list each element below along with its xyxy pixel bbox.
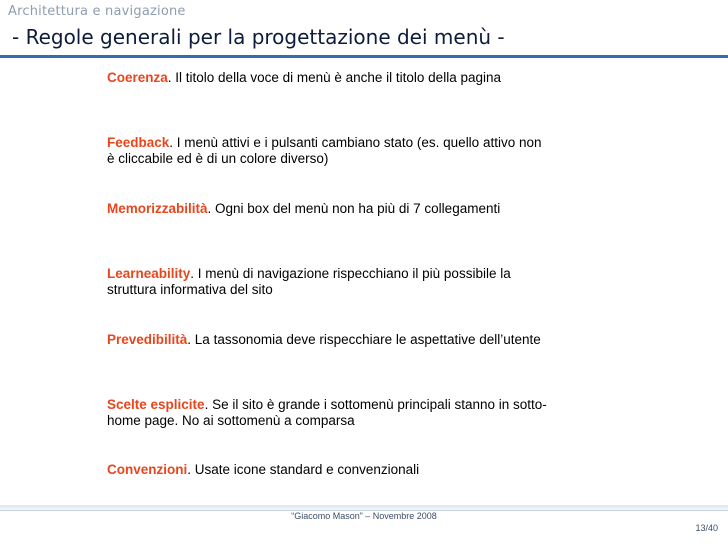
section-label: Architettura e navigazione bbox=[8, 4, 186, 19]
footer-author: “Giacomo Mason” – Novembre 2008 bbox=[291, 511, 437, 521]
rule-item-feedback bbox=[107, 135, 547, 200]
rule-item-memorizzabilita bbox=[107, 201, 547, 266]
rule-item-coerenza bbox=[107, 70, 547, 135]
rule-item-prevedibilita bbox=[107, 332, 547, 397]
rule-text: . I menù di navigazione rispecchiano il più possibile la struttura informativa del sito bbox=[107, 266, 511, 298]
rule-item-learneability bbox=[107, 266, 547, 331]
rule-text: . I menù attivi e i pulsanti cambiano stato (es. quello attivo non è cliccabile ed è di un colore diverso) bbox=[107, 135, 542, 167]
rule-text: . Se il sito è grande i sottomenù principali stanno in sotto-home page. No ai sottomenù a comparsa bbox=[107, 396, 547, 428]
rules-list bbox=[107, 70, 547, 528]
rule-name: Memorizzabilità bbox=[107, 200, 208, 216]
rule-item-scelte-esplicite bbox=[107, 397, 547, 462]
rule-name: Learneability bbox=[107, 266, 191, 282]
page-number: 13/40 bbox=[695, 523, 718, 533]
rule-name: Feedback bbox=[107, 135, 170, 151]
title-divider bbox=[0, 55, 728, 58]
rule-text: . Il titolo della voce di menù è anche il titolo della pagina bbox=[167, 70, 501, 85]
slide-title: - Regole generali per la progettazione dei menù - bbox=[12, 25, 505, 49]
rule-text: . Ogni box del menù non ha più di 7 collegamenti bbox=[207, 200, 501, 216]
rule-name: Convenzioni bbox=[107, 462, 188, 478]
rule-text: . La tassonomia deve rispecchiare le aspettative dell’utente bbox=[187, 331, 541, 347]
rule-text: . Usate icone standard e convenzionali bbox=[187, 462, 420, 478]
rule-name: Scelte esplicite bbox=[107, 396, 205, 412]
rule-name: Prevedibilità bbox=[107, 331, 188, 347]
rule-name: Coerenza bbox=[107, 70, 168, 85]
